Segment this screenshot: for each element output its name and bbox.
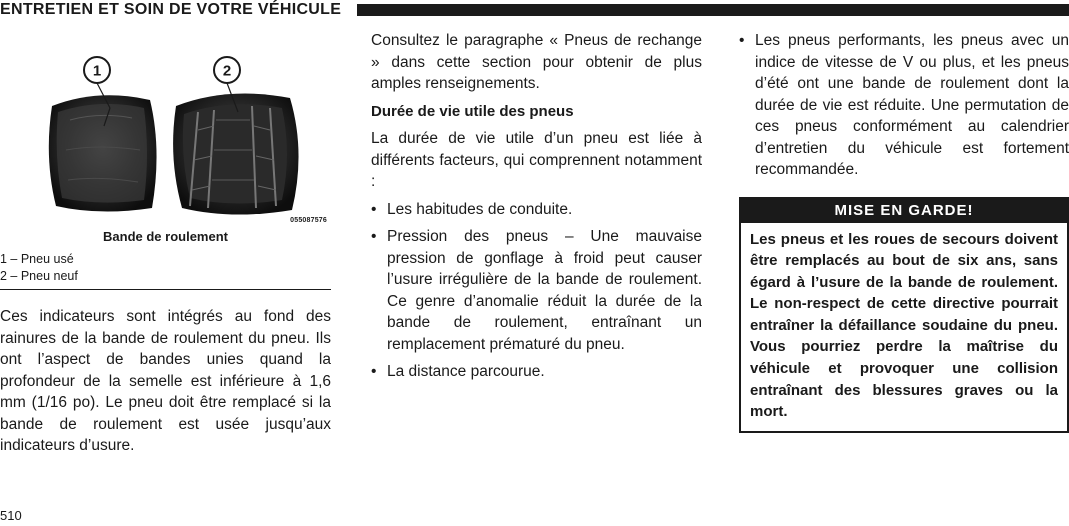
section-heading: Durée de vie utile des pneus: [371, 102, 574, 120]
warning-text: Les pneus et les roues de secours doivent être remplacés au bout de six ans, sans égard à l’usure de la bande de roulement. Le non-respect de cette directive pourrait entraîner la défaillance soudaine du pneu. Vous pourriez perdre la maîtrise du véhicule et provoquer une collision entraînant des blessures graves ou la mort.: [750, 230, 1058, 421]
callout-2-label: 2: [222, 62, 232, 80]
section-header-bar: [357, 4, 1069, 16]
column-left: [0, 30, 331, 457]
column-right: [739, 30, 1069, 433]
legend-item: 2 – Pneu neuf: [0, 269, 78, 283]
worn-tire-icon: [49, 95, 157, 211]
list-item: • Pression des pneus – Une mauvaise pression de gonflage à froid peut causer l’usure irrégulière de la bande de roulement. Ce genre d’anomalie réduit la durée de la bande de roulement, entraînant un remplacement prématuré du pneu.: [371, 226, 702, 355]
list-item: • La distance parcourue.: [371, 361, 702, 383]
legend-item: 1 – Pneu usé: [0, 252, 74, 266]
list-item: • Les pneus performants, les pneus avec un indice de vitesse de V ou plus, et les pneus d’été ont une bande de roulement dont la durée de vie est réduite. Une permutation de ces pneus conformément au calendrier d’entretien du véhicule est fortement recommandée.: [739, 30, 1069, 181]
column-middle: [371, 30, 702, 389]
new-tire-icon: [173, 94, 298, 215]
factor-list: [371, 199, 702, 383]
figure-legend: [0, 251, 331, 285]
figure-caption: Bande de roulement: [103, 229, 228, 244]
page-number: 510: [0, 508, 22, 523]
warning-box: [739, 197, 1069, 433]
body-paragraph: Consultez le paragraphe « Pneus de rechange » dans cette section pour obtenir de plus amples renseignements.: [371, 32, 702, 92]
tire-tread-figure: [0, 30, 331, 226]
warning-title: MISE EN GARDE!: [741, 199, 1067, 223]
legend-divider: [0, 289, 331, 290]
callout-1-label: 1: [92, 62, 102, 80]
section-header-title: ENTRETIEN ET SOIN DE VOTRE VÉHICULE: [0, 1, 342, 18]
body-paragraph: La durée de vie utile d’un pneu est liée à différents facteurs, qui comprennent notamment :: [371, 130, 702, 190]
tire-illustration: [0, 30, 331, 226]
list-item: • Les habitudes de conduite.: [371, 199, 702, 221]
body-paragraph: Ces indicateurs sont intégrés au fond des rainures de la bande de roulement du pneu. Ils ont l’aspect de bandes unies quand la profondeur de la semelle est inférieure à 1,6 mm (1/16 po). Le pneu doit être remplacé si la bande de roulement est usée jusqu’aux indicateurs d’usure.: [0, 308, 331, 454]
figure-id: 055087576: [290, 217, 327, 224]
performance-tire-list: [739, 30, 1069, 181]
